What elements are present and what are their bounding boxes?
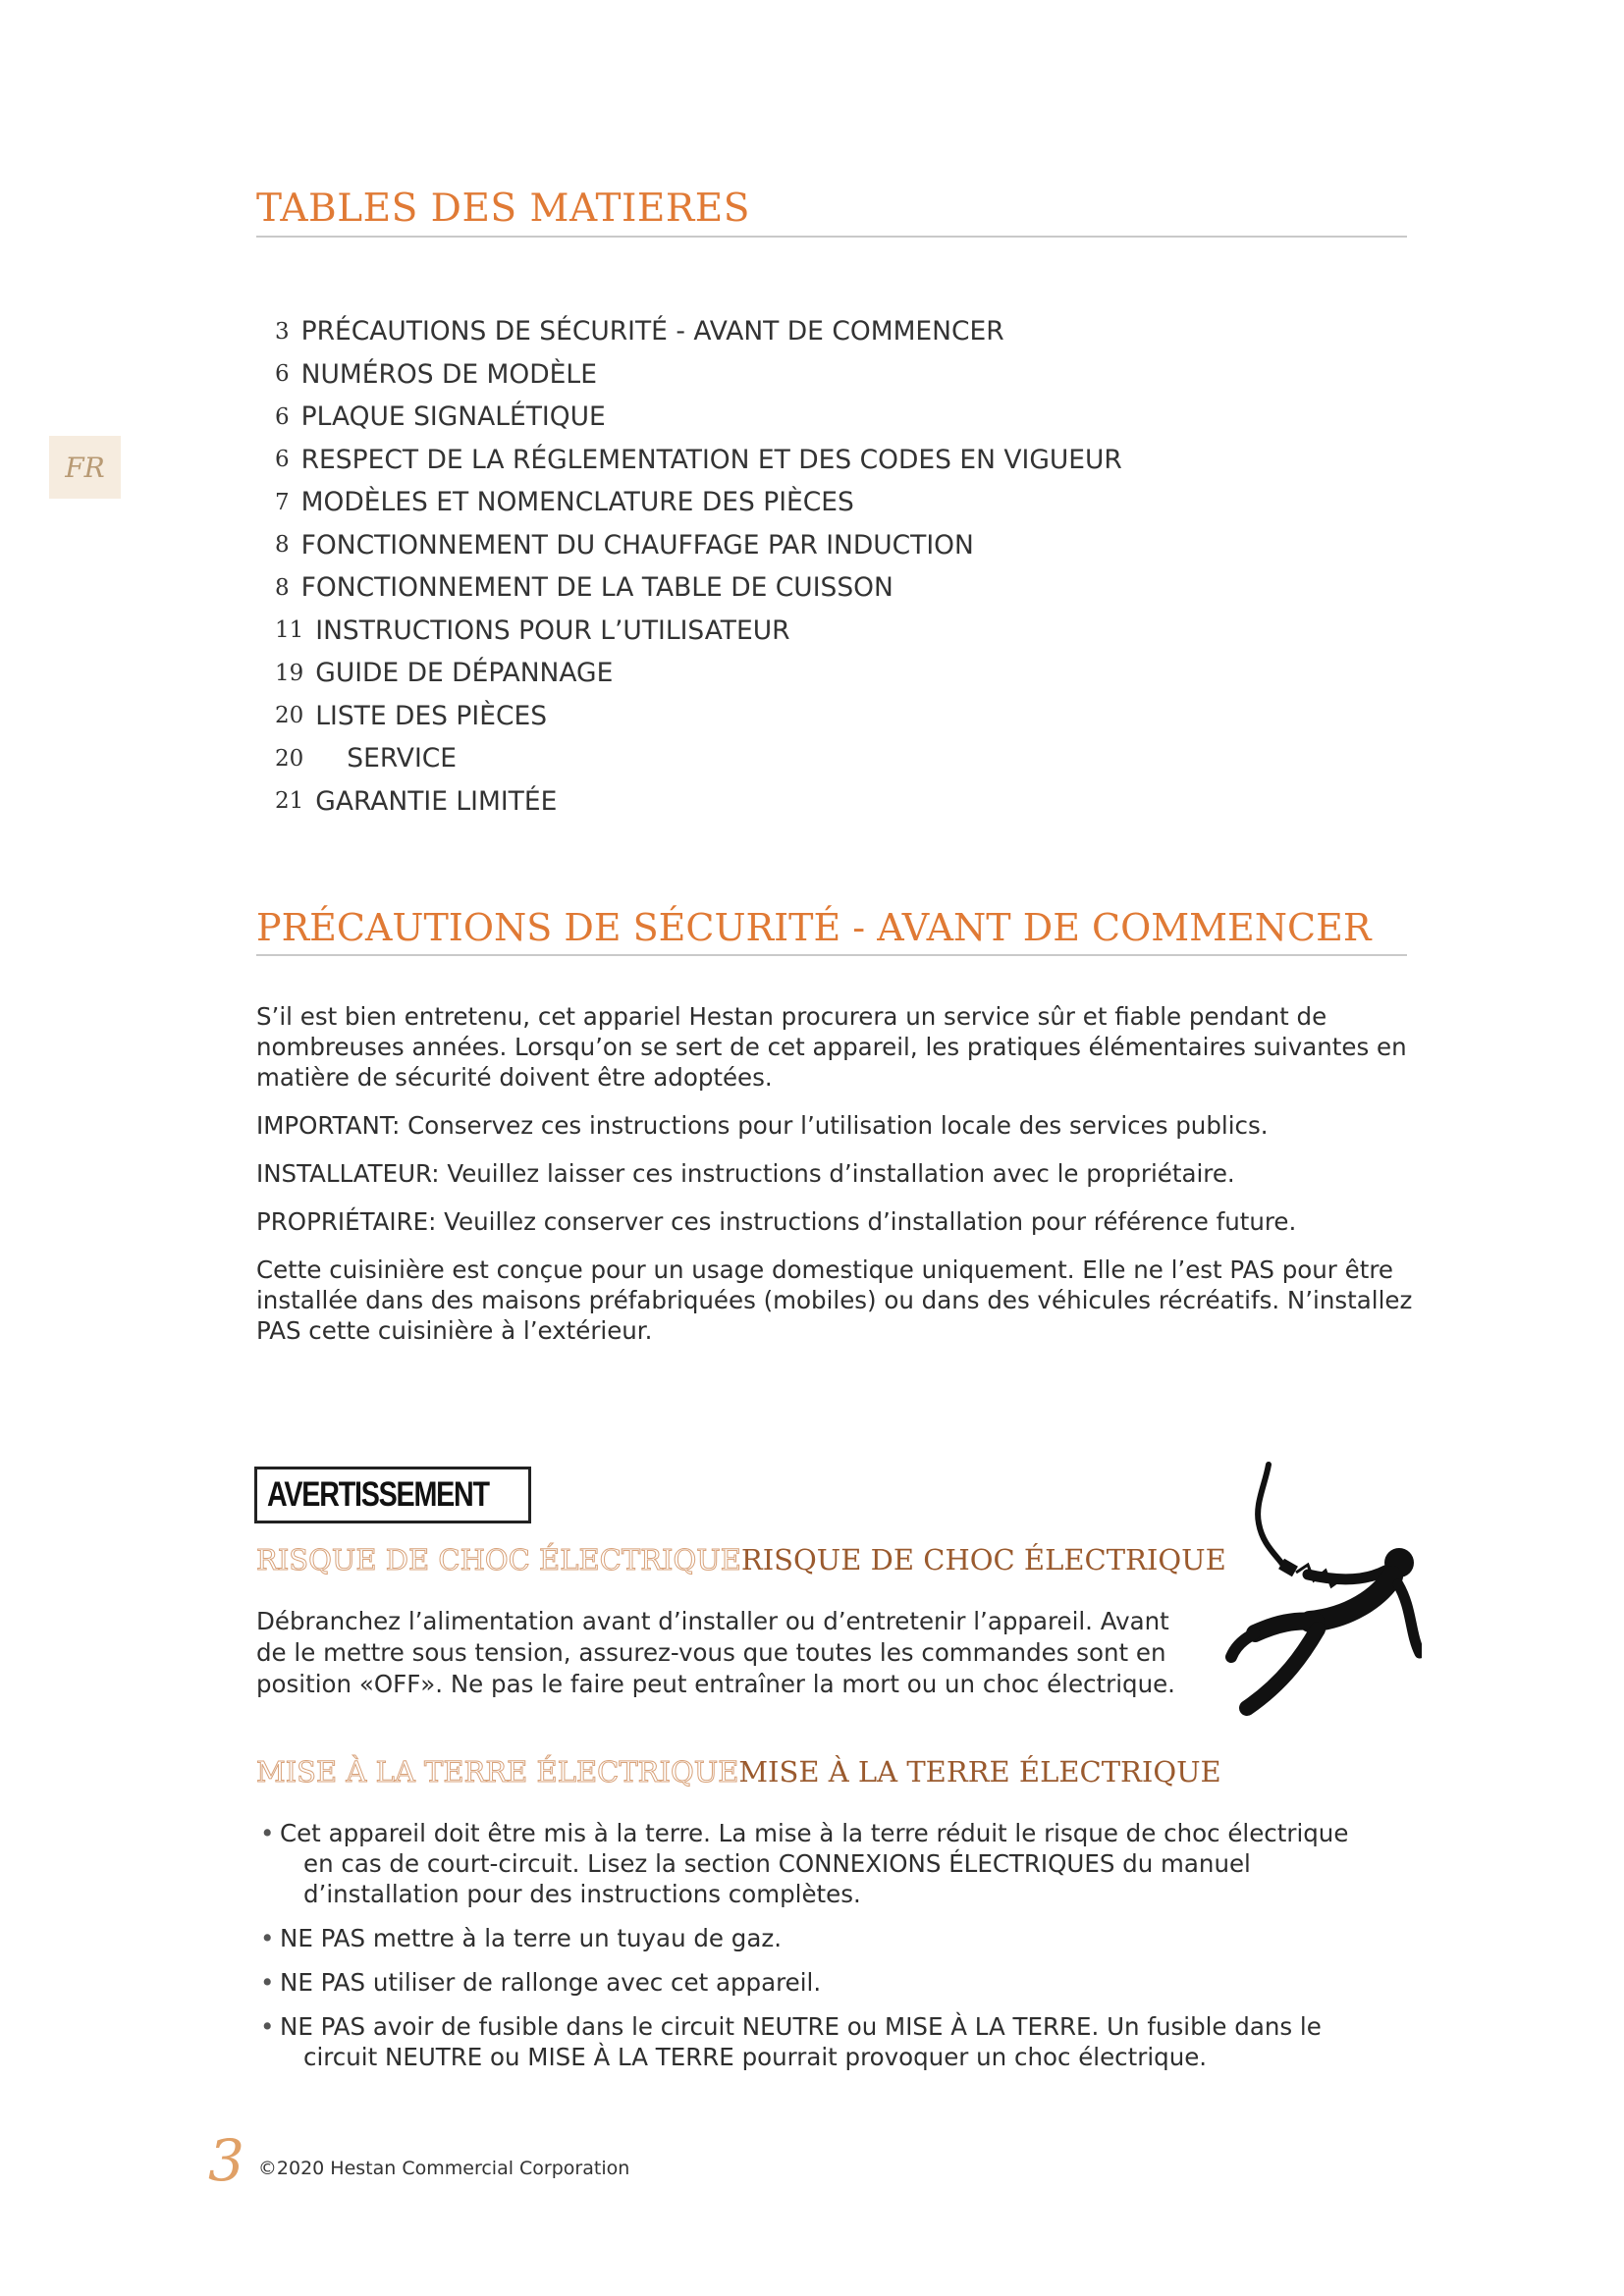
bullet-icon: • [260,1968,275,1997]
safety-usage: Cette cuisinière est conçue pour un usage domestique uniquement. Elle ne l’est PAS pour être installée dans des maisons préfabriquées (mobiles) ou dans des véhicules récréatifs. N’installez PAS cette cuisinière à l’extérieur. [256,1255,1413,1345]
toc-label: PLAQUE SIGNALÉTIQUE [300,401,606,433]
toc-item[interactable] [275,695,1122,738]
bullet-text: NE PAS mettre à la terre un tuyau de gaz. [280,1924,783,1952]
toc-item[interactable] [275,780,1122,824]
toc-label: GARANTIE LIMITÉE [315,785,558,817]
toc-label: FONCTIONNEMENT DE LA TABLE DE CUISSON [300,572,893,604]
page-number: 3 [208,2127,244,2194]
list-item [256,2011,1385,2072]
toc-page-number: 6 [275,403,290,430]
toc-page-number: 11 [275,617,304,644]
safety-installer: INSTALLATEUR: Veuillez laisser ces instructions d’installation avec le propriétaire. [256,1159,1235,1188]
ground-title-text: MISE À LA TERRE ÉLECTRIQUE [738,1755,1221,1789]
toc-page-number: 8 [275,532,290,559]
toc-label: INSTRUCTIONS POUR L’UTILISATEUR [315,614,790,646]
bullet-text: NE PAS utiliser de rallonge avec cet appareil. [280,1968,822,1997]
toc-page-number: 20 [275,745,304,772]
list-item [256,1923,1385,1953]
page-footer [208,2127,630,2194]
toc-label: NUMÉROS DE MODÈLE [300,358,597,390]
toc-title: TABLES DES MATIERES [256,187,1407,238]
toc-page-number: 6 [275,361,290,388]
bullet-icon: • [260,2012,275,2041]
list-item [256,1818,1385,1909]
list-item [256,1967,1385,1998]
safety-title: PRÉCAUTIONS DE SÉCURITÉ - AVANT DE COMMENCER [256,906,1407,956]
toc-label: GUIDE DE DÉPANNAGE [315,658,614,689]
safety-important: IMPORTANT: Conservez ces instructions pour l’utilisation locale des services publics. [256,1111,1269,1140]
toc-item[interactable] [275,310,1122,353]
toc-item[interactable] [275,396,1122,439]
shock-text: Débranchez l’alimentation avant d’installer ou d’entretenir l’appareil. Avant de le mettre sous tension, assurez-vous que toutes les commandes sont en position «OFF». Ne pas le faire peut entraîner la mort ou un choc électrique. [256,1607,1175,1698]
grounding-bullet-list [256,1818,1385,2086]
bullet-icon: • [260,1819,275,1847]
shock-title [256,1543,1226,1576]
ground-title-ghost: MISE À LA TERRE ÉLECTRIQUE [256,1755,739,1789]
toc-page-number: 3 [275,318,290,345]
shock-title-text: RISQUE DE CHOC ÉLECTRIQUE [740,1543,1226,1576]
electric-shock-icon [1225,1461,1422,1721]
toc-item[interactable] [275,353,1122,397]
toc-page-number: 20 [275,703,304,729]
safety-owner: PROPRIÉTAIRE: Veuillez conserver ces instructions d’installation pour référence future. [256,1207,1297,1236]
toc-page-number: 7 [275,489,290,515]
toc-page-number: 19 [275,660,304,686]
bullet-icon: • [260,1924,275,1952]
toc-label: PRÉCAUTIONS DE SÉCURITÉ - AVANT DE COMMENCER [300,316,1004,347]
toc-page-number: 6 [275,447,290,473]
toc-label: FONCTIONNEMENT DU CHAUFFAGE PAR INDUCTION [300,529,974,561]
toc-list [275,310,1122,823]
toc-item[interactable] [275,524,1122,567]
toc-page-number: 8 [275,574,290,601]
bullet-text: Cet appareil doit être mis à la terre. La mise à la terre réduit le risque de choc électrique en cas de court-circuit. Lisez la section CONNEXIONS ÉLECTRIQUES du manuel d’installation pour des instructions complètes. [280,1819,1349,1908]
toc-item[interactable] [275,566,1122,610]
toc-label: LISTE DES PIÈCES [315,700,548,731]
warning-badge [254,1467,531,1523]
toc-page-number: 21 [275,788,304,815]
warning-label: AVERTISSEMENT [267,1475,489,1514]
toc-label: MODÈLES ET NOMENCLATURE DES PIÈCES [300,487,854,518]
safety-intro: S’il est bien entretenu, cet appariel Hestan procurera un service sûr et fiable pendant de nombreuses années. Lorsqu’on se sert de cet appareil, les pratiques élémentaires suivantes en matière de sécurité doivent être adoptées. [256,1002,1407,1092]
toc-item[interactable] [275,652,1122,695]
toc-item[interactable] [275,737,1122,780]
toc-item[interactable] [275,481,1122,524]
safety-body [256,1001,1415,1363]
bullet-text: NE PAS avoir de fusible dans le circuit NEUTRE ou MISE À LA TERRE. Un fusible dans le circuit NEUTRE ou MISE À LA TERRE pourrait provoquer un choc électrique. [280,2012,1322,2071]
toc-item[interactable] [275,439,1122,482]
toc-item[interactable] [275,610,1122,653]
language-tab: FR [49,436,121,499]
ground-title [256,1755,1221,1789]
toc-label: SERVICE [347,743,458,774]
shock-title-ghost: RISQUE DE CHOC ÉLECTRIQUE [256,1543,741,1576]
copyright: ©2020 Hestan Commercial Corporation [257,2158,630,2179]
toc-label: RESPECT DE LA RÉGLEMENTATION ET DES CODES EN VIGUEUR [300,444,1122,475]
